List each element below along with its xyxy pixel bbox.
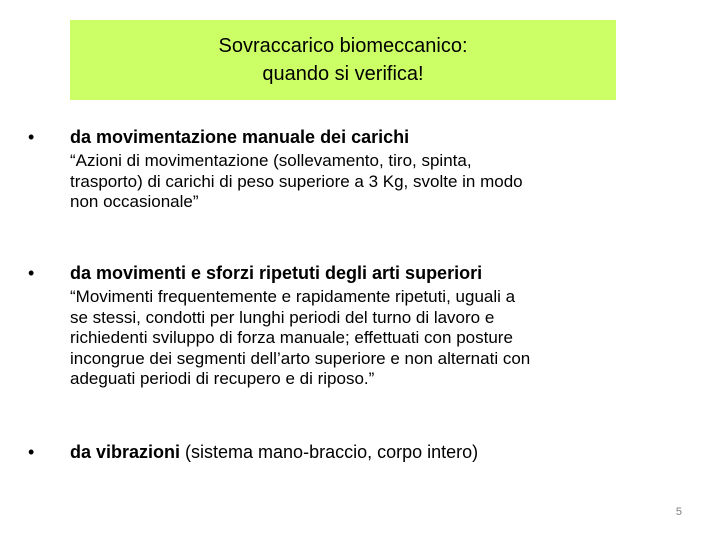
bullet-marker: • bbox=[28, 127, 35, 147]
title-line-2: quando si verifica! bbox=[262, 63, 424, 85]
bullet-body-line: non occasionale” bbox=[70, 192, 199, 211]
bullet-body-line: “Azioni di movimentazione (sollevamento, tiro, spinta, bbox=[70, 151, 472, 170]
bullet-marker: • bbox=[28, 263, 35, 283]
bullet-heading-bold: da vibrazioni bbox=[70, 442, 181, 462]
bullet-heading bbox=[70, 262, 482, 284]
bullet-body-line: trasporto) di carichi di peso superiore a 3 Kg, svolte in modo bbox=[70, 171, 523, 191]
bullet-marker: • bbox=[28, 442, 35, 462]
bullet-heading bbox=[70, 441, 478, 463]
bullet-heading-bold: da movimentazione manuale dei carichi bbox=[70, 127, 410, 147]
bullet-body-line: “Movimenti frequentemente e rapidamente ripetuti, uguali a bbox=[70, 287, 516, 306]
bullet-body-line: incongrue dei segmenti dell’arto superiore e non alternati con bbox=[70, 348, 531, 368]
bullet-body-line: richiedenti sviluppo di forza manuale; effettuati con posture bbox=[70, 328, 513, 347]
bullet-heading-bold: da movimenti e sforzi ripetuti degli arti superiori bbox=[70, 263, 483, 283]
bullet-body-line: se stessi, condotti per lunghi periodi del turno di lavoro e bbox=[70, 307, 495, 327]
title-line-1: Sovraccarico biomeccanico: bbox=[218, 35, 468, 57]
bullet-heading-rest: (sistema mano-braccio, corpo intero) bbox=[180, 442, 479, 462]
bullet-heading bbox=[70, 126, 409, 148]
bullet-body-line: adeguati periodi di recupero e di riposo.” bbox=[70, 369, 375, 388]
page-number: 5 bbox=[675, 506, 682, 518]
bullet-body bbox=[70, 151, 690, 213]
bullet-body bbox=[70, 287, 690, 390]
